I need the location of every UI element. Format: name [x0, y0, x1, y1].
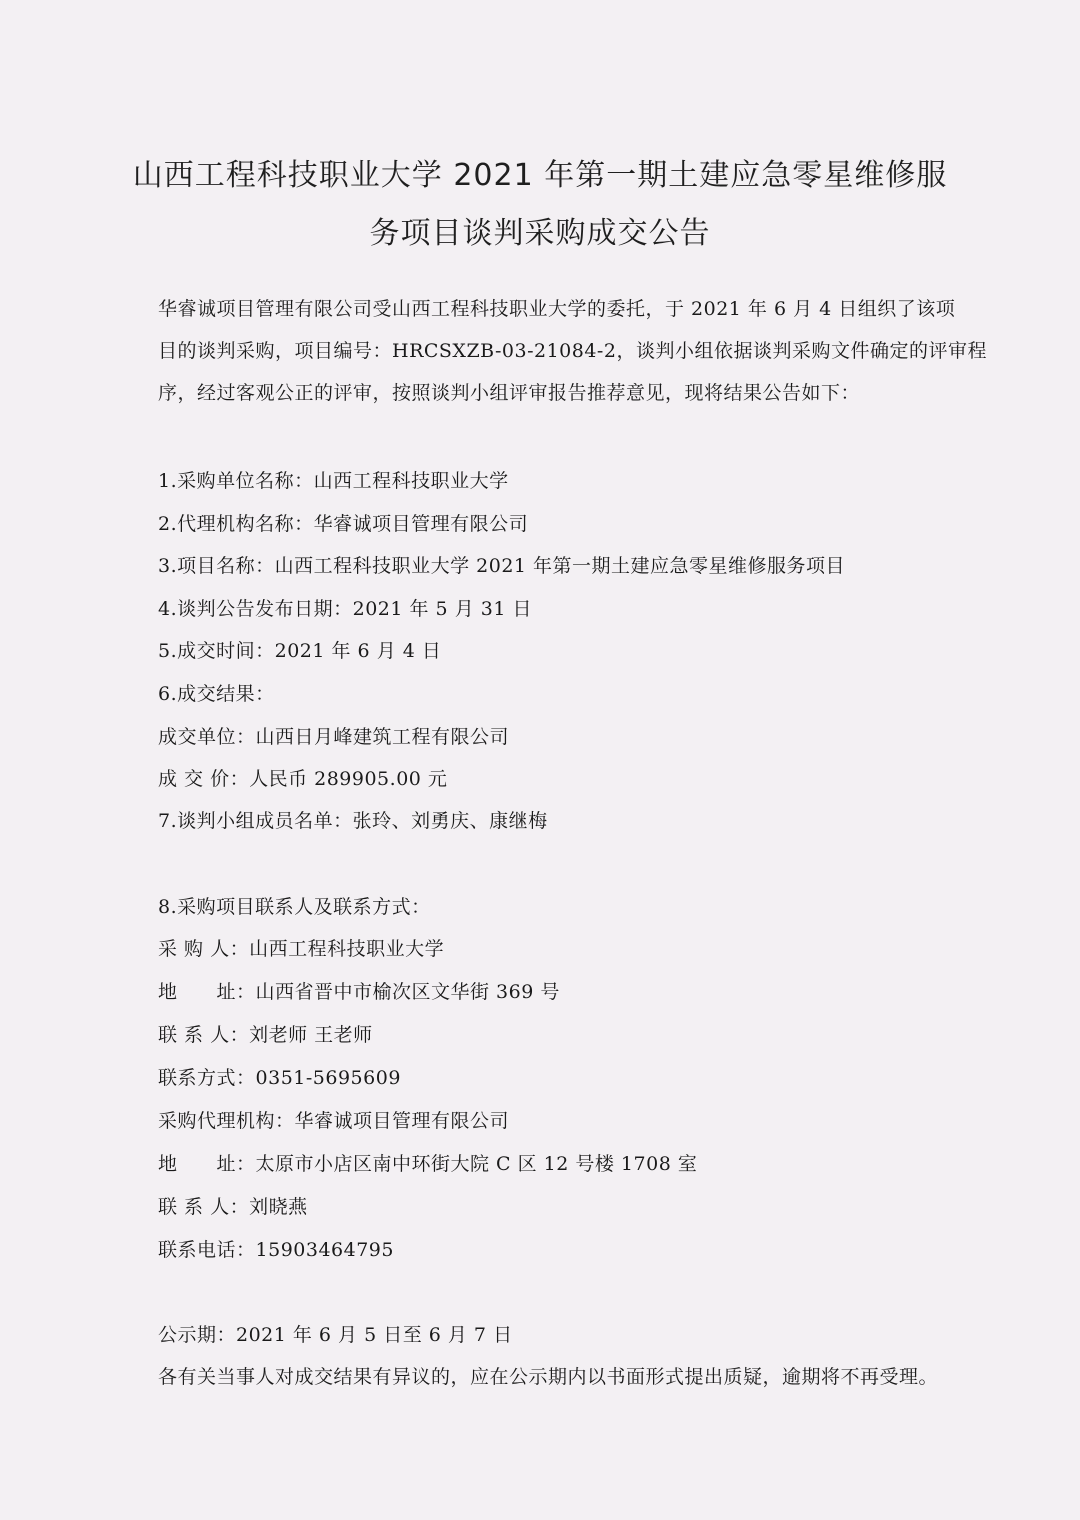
intro-line-2: 目的谈判采购，项目编号：HRCSXZB-03-21084-2，谈判小组依据谈判采购文件确定的评审程	[158, 340, 987, 362]
buyer-label: 采 购 人：	[158, 938, 250, 960]
contacts-heading: 8.采购项目联系人及联系方式：	[158, 896, 431, 918]
agency-contact-row	[158, 1192, 308, 1219]
document-title-line-1: 山西工程科技职业大学 2021 年第一期土建应急零星维修服	[132, 158, 948, 193]
buyer-address-label: 地 址：	[158, 981, 256, 1003]
document-title-line-2: 务项目谈判采购成交公告	[369, 216, 711, 251]
intro-line-3: 序，经过客观公正的评审，按照谈判小组评审报告推荐意见，现将结果公告如下：	[158, 382, 861, 404]
agency-address-value: 太原市小店区南中环街大院 C 区 12 号楼 1708 室	[255, 1153, 698, 1175]
buyer-phone-row	[158, 1063, 401, 1090]
buyer-value: 山西工程科技职业大学	[249, 938, 445, 960]
notice-period: 公示期：2021 年 6 月 5 日至 6 月 7 日	[158, 1324, 513, 1346]
item-project-name: 3.项目名称：山西工程科技职业大学 2021 年第一期土建应急零星维修服务项目	[158, 555, 846, 577]
agency-contact-label: 联 系 人：	[158, 1196, 250, 1218]
item-price: 成 交 价：人民币 289905.00 元	[158, 768, 448, 790]
agency-label: 采购代理机构：	[158, 1110, 295, 1132]
buyer-phone-value: 0351-5695609	[255, 1067, 401, 1089]
intro-line-1: 华睿诚项目管理有限公司受山西工程科技职业大学的委托，于 2021 年 6 月 4 日组织了该项	[158, 298, 956, 320]
buyer-phone-label: 联系方式：	[158, 1067, 256, 1089]
buyer-address-row	[158, 977, 560, 1004]
agency-address-label: 地 址：	[158, 1153, 256, 1175]
agency-row	[158, 1106, 509, 1133]
agency-address-row	[158, 1149, 697, 1176]
buyer-address-value: 山西省晋中市榆次区文华街 369 号	[255, 981, 560, 1003]
agency-phone-value: 15903464795	[255, 1239, 394, 1261]
item-deal-time: 5.成交时间：2021 年 6 月 4 日	[158, 640, 442, 662]
agency-contact-value: 刘晓燕	[249, 1196, 308, 1218]
item-agency: 2.代理机构名称：华睿诚项目管理有限公司	[158, 513, 529, 535]
buyer-row	[158, 934, 444, 961]
agency-phone-row	[158, 1235, 394, 1262]
item-result-heading: 6.成交结果：	[158, 683, 275, 705]
agency-phone-label: 联系电话：	[158, 1239, 256, 1261]
item-panel: 7.谈判小组成员名单：张玲、刘勇庆、康继梅	[158, 810, 548, 832]
item-announce-date: 4.谈判公告发布日期：2021 年 5 月 31 日	[158, 598, 532, 620]
buyer-contact-value: 刘老师 王老师	[249, 1024, 373, 1046]
buyer-contact-label: 联 系 人：	[158, 1024, 250, 1046]
item-purchaser: 1.采购单位名称：山西工程科技职业大学	[158, 470, 509, 492]
buyer-contact-row	[158, 1020, 373, 1047]
item-winner: 成交单位：山西日月峰建筑工程有限公司	[158, 726, 510, 748]
agency-value: 华睿诚项目管理有限公司	[294, 1110, 510, 1132]
notice-objection: 各有关当事人对成交结果有异议的，应在公示期内以书面形式提出质疑，逾期将不再受理。	[158, 1366, 939, 1388]
